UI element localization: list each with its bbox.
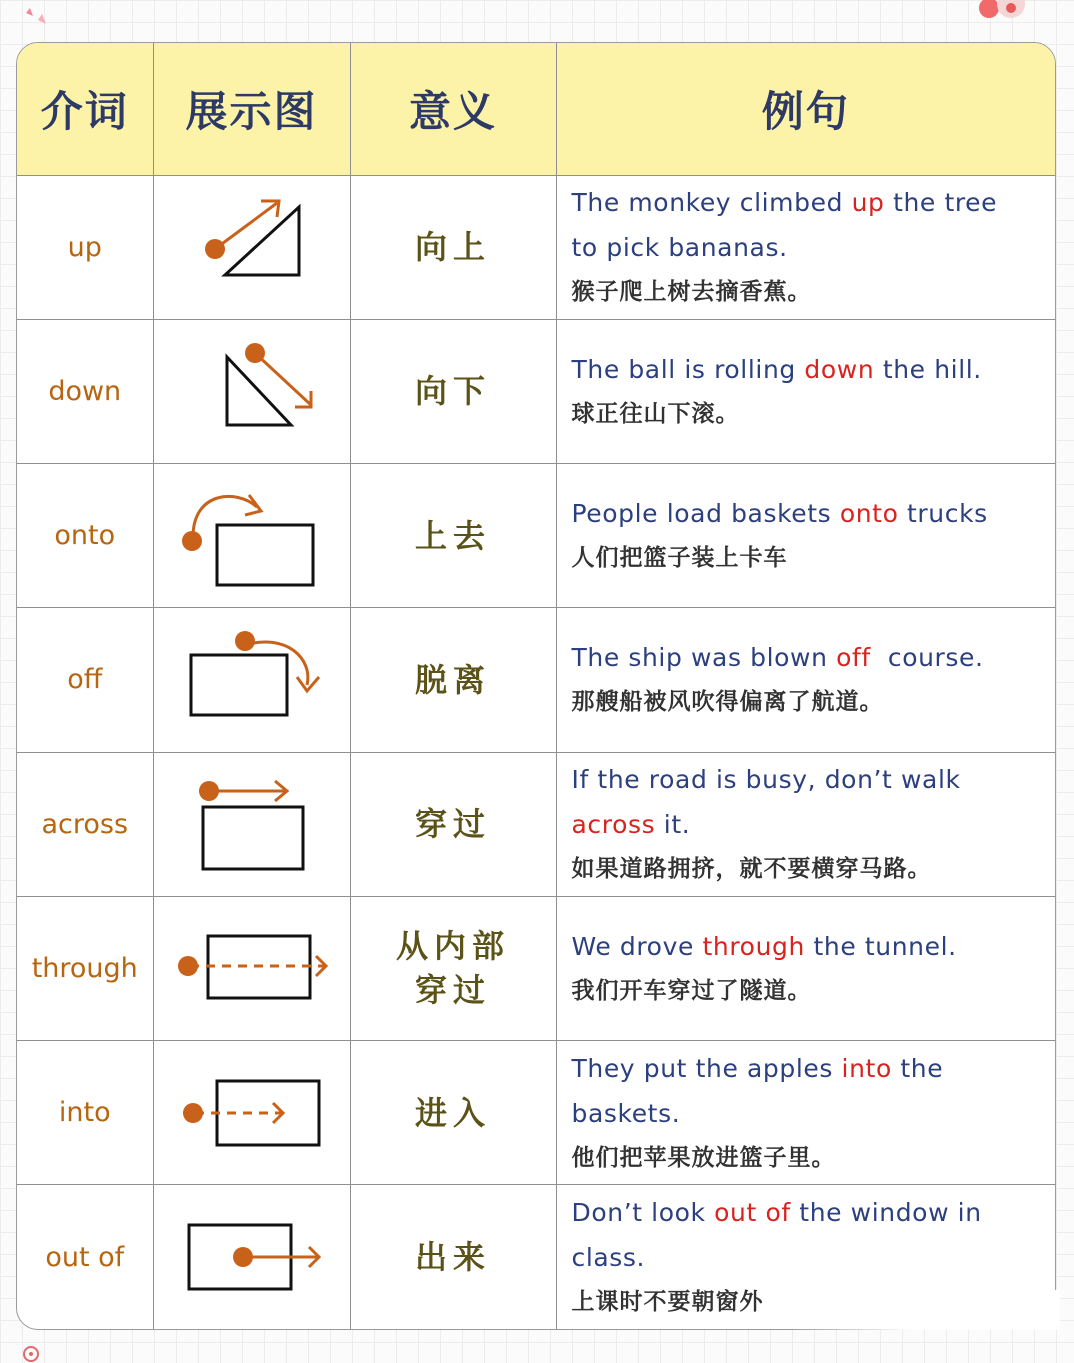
down-diagram-icon [187,341,317,441]
english-text: class. [571,1243,646,1273]
meaning-cell: 穿过 [350,752,556,896]
preposition-table-card [16,42,1056,1330]
english-text: the tree [884,188,998,218]
preposition-cell: down [17,319,153,463]
preposition-cell: through [17,896,153,1040]
example-cell [556,175,1055,319]
example-cell [556,319,1055,463]
table-row [17,175,1055,319]
chinese-translation: 人们把篮子装上卡车 [571,544,788,572]
english-sentence [572,635,1046,680]
meaning-line: 穿过 [414,971,491,1010]
header-preposition: 介词 [17,43,153,175]
table-row [17,1041,1055,1185]
preposition-cell: onto [17,464,153,608]
english-sentence [572,1235,1046,1280]
english-text: The ship was blown [571,643,837,673]
cartoon-decoration-icon [975,0,1035,30]
english-text: baskets. [571,1098,681,1128]
meaning-cell: 上去 [350,464,556,608]
preposition-cell: into [17,1041,153,1185]
example-cell [556,896,1055,1040]
english-text: to pick bananas. [571,233,788,263]
chinese-translation: 上课时不要朝窗外 [571,1288,764,1316]
highlight-word: off [836,643,871,673]
english-text: the [891,1053,944,1083]
header-example: 例句 [556,43,1055,175]
english-text: We drove [571,931,703,961]
english-sentence [572,1091,1046,1136]
chinese-translation: 我们开车穿过了隧道。 [571,976,812,1004]
diagram-cell [153,1041,350,1185]
off-diagram-icon [177,625,327,735]
english-text: trucks [898,499,988,529]
onto-diagram-icon [177,481,327,591]
example-cell [556,464,1055,608]
flower-decoration-icon [18,1340,44,1362]
diagram-cell [153,896,350,1040]
preposition-cell: out of [17,1185,153,1329]
out-of-diagram-icon [177,1217,327,1297]
diagram-cell [153,319,350,463]
preposition-cell: off [17,608,153,752]
header-diagram: 展示图 [153,43,350,175]
meaning-cell: 出来 [350,1185,556,1329]
highlight-word: out of [714,1198,791,1228]
english-text: They put the apples [571,1053,842,1083]
meaning-line: 从内部 [395,927,510,966]
english-sentence [572,802,1046,847]
english-sentence [572,347,1046,392]
table-row [17,464,1055,608]
english-sentence [572,225,1046,270]
english-text: Don’t look [571,1198,715,1228]
table-row [17,319,1055,463]
table-row [17,608,1055,752]
meaning-cell: 进入 [350,1041,556,1185]
english-text: the tunnel. [804,931,957,961]
english-sentence [572,924,1046,969]
bottom-right-fade-overlay [790,1290,1060,1330]
english-sentence [572,180,1046,225]
english-text: If the road is busy, don’t walk [571,765,961,795]
through-diagram-icon [172,928,332,1008]
highlight-word: across [571,810,656,840]
across-diagram-icon [187,769,317,879]
english-sentence [572,1046,1046,1091]
highlight-word: through [702,931,805,961]
diagram-cell [153,1185,350,1329]
table-row [17,896,1055,1040]
table-header-row [17,43,1055,175]
english-text: The monkey climbed [571,188,852,218]
preposition-table [17,43,1055,1329]
meaning-cell: 脱离 [350,608,556,752]
diagram-cell [153,464,350,608]
preposition-cell: up [17,175,153,319]
table-row [17,752,1055,896]
chinese-translation: 那艘船被风吹得偏离了航道。 [571,688,884,716]
english-text: The ball is rolling [571,354,805,384]
diagram-cell [153,608,350,752]
english-sentence [572,491,1046,536]
english-text: course. [870,643,984,673]
meaning-cell: 向下 [350,319,556,463]
diagram-cell [153,175,350,319]
chinese-translation: 他们把苹果放进篮子里。 [571,1143,836,1171]
english-sentence [572,757,1046,802]
into-diagram-icon [177,1073,327,1153]
preposition-cell: across [17,752,153,896]
english-text: People load baskets [571,499,840,529]
chinese-translation: 猴子爬上树去摘香蕉。 [571,278,812,306]
example-cell [556,1041,1055,1185]
highlight-word: onto [839,499,899,529]
sparkle-decoration-icon [22,4,56,30]
header-meaning: 意义 [350,43,556,175]
meaning-cell [350,896,556,1040]
highlight-word: up [851,188,885,218]
english-sentence [572,1190,1046,1235]
example-cell [556,752,1055,896]
up-diagram-icon [187,197,317,297]
chinese-translation: 如果道路拥挤，就不要横穿马路。 [571,855,932,883]
meaning-cell: 向上 [350,175,556,319]
english-text: the window in [790,1198,982,1228]
chinese-translation: 球正往山下滚。 [571,399,740,427]
english-text: it. [655,810,691,840]
diagram-cell [153,752,350,896]
example-cell [556,608,1055,752]
highlight-word: into [841,1053,892,1083]
highlight-word: down [804,354,875,384]
english-text: the hill. [874,354,982,384]
